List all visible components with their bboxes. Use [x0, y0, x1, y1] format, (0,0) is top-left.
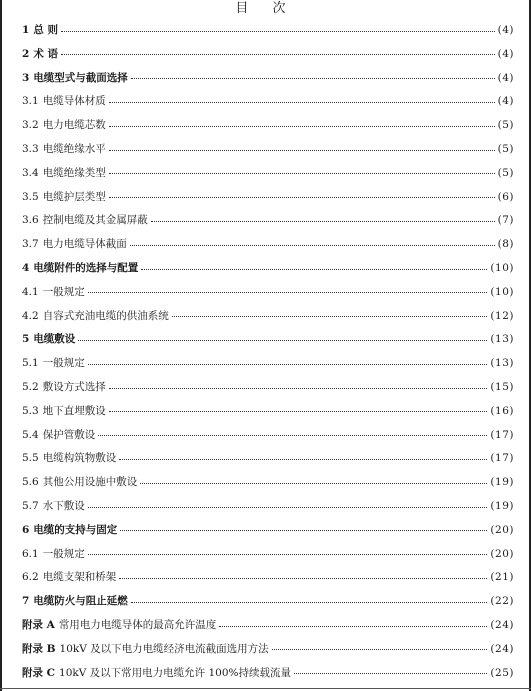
dot-leader	[151, 221, 495, 222]
toc-entry-label	[22, 117, 106, 133]
toc-entry-number: 3.2	[22, 119, 39, 132]
toc-entry-number: 3.6	[22, 214, 39, 227]
toc-entry-title: 电力电缆芯数	[42, 119, 106, 132]
dot-leader	[141, 269, 487, 270]
toc-entry-label	[22, 212, 148, 228]
page-number: 6	[502, 190, 510, 203]
dot-leader	[61, 31, 495, 32]
toc-entry-page: (24)	[490, 642, 514, 655]
left-page-edge	[0, 0, 2, 691]
toc-entry-number: 1	[22, 24, 30, 36]
toc-entry-label	[22, 427, 95, 443]
toc-entry-title: 电缆型式与截面选择	[33, 71, 128, 84]
dot-leader	[109, 150, 495, 151]
toc-entry-label	[22, 46, 58, 62]
toc-entry[interactable]	[22, 117, 514, 133]
toc-entry-label	[22, 593, 128, 609]
toc-entry[interactable]	[22, 498, 514, 514]
toc-entry-page: (10)	[490, 285, 514, 298]
page-number: 4	[502, 24, 510, 36]
toc-entry-label	[22, 260, 138, 276]
toc-entry[interactable]	[22, 212, 514, 228]
page-number: 16	[495, 404, 510, 417]
toc-entry-page: (5)	[497, 166, 514, 179]
dot-leader	[109, 197, 495, 198]
toc-entry-title: 一般规定	[42, 357, 85, 370]
toc-entry[interactable]	[22, 641, 514, 657]
dot-leader	[88, 364, 488, 365]
page-number: 17	[495, 452, 510, 465]
toc-entry-title: 总 则	[33, 24, 58, 36]
toc-entry-number: 5.2	[22, 381, 39, 393]
toc-entry-number: 3.7	[22, 238, 39, 251]
page-number: 24	[495, 642, 510, 655]
toc-entry-label	[22, 22, 58, 38]
toc-entry-label	[22, 284, 85, 300]
toc-entry-number: 附录 C	[22, 666, 56, 679]
toc-entry-number: 7	[22, 595, 30, 608]
toc-entry-page: (13)	[490, 333, 514, 346]
toc-entry-page: (6)	[497, 190, 514, 203]
toc-entry-title: 水下敷设	[42, 500, 85, 512]
toc-entry-number: 3.1	[22, 95, 39, 108]
dot-leader	[140, 483, 487, 484]
dot-leader	[131, 602, 488, 603]
toc-entry-page: (21)	[490, 571, 514, 584]
toc-entry-label	[22, 355, 85, 371]
toc-entry-page: (4)	[497, 24, 514, 36]
page-number: 8	[502, 238, 510, 251]
dot-leader	[88, 554, 488, 555]
page-number: 25	[495, 666, 510, 679]
toc-entry-number: 5.7	[22, 500, 39, 512]
toc-title: 目 次	[235, 1, 296, 16]
toc-entry-title: 电缆护层类型	[42, 190, 106, 203]
page-number: 4	[502, 47, 510, 60]
dot-leader	[130, 245, 495, 246]
toc-entry-page: (17)	[490, 428, 514, 441]
toc-entry-title: 一般规定	[42, 285, 85, 298]
dot-leader	[120, 530, 487, 531]
toc-entry-page: (4)	[497, 95, 514, 108]
toc-entry-title: 电缆防火与阻止延燃	[33, 595, 128, 608]
toc-entry-title: 一般规定	[42, 547, 85, 560]
toc-entry[interactable]	[22, 546, 514, 562]
page-number: 17	[495, 428, 510, 441]
page-number: 5	[502, 119, 510, 132]
toc-entry-label	[22, 474, 137, 490]
dot-leader	[109, 388, 488, 389]
toc-entry-number: 5.3	[22, 404, 39, 417]
dot-leader	[119, 578, 487, 579]
toc-entry[interactable]	[22, 617, 514, 633]
toc-entry-number: 3.3	[22, 143, 39, 155]
toc-entry[interactable]	[22, 522, 514, 538]
dot-leader	[88, 292, 488, 293]
toc-entry-title: 术 语	[33, 47, 58, 60]
toc-entry-number: 4.2	[22, 309, 39, 322]
toc-entry-label	[22, 522, 117, 538]
toc-entry-label	[22, 189, 106, 205]
toc-entry-label	[22, 165, 106, 181]
toc-entry-label	[22, 379, 106, 395]
toc-entry-number: 6.1	[22, 547, 39, 560]
page-number: 5	[502, 166, 510, 179]
dot-leader	[98, 435, 487, 436]
toc-entry-page: (7)	[497, 214, 514, 227]
toc-entry-page: (4)	[497, 47, 514, 60]
toc-entry-title: 电缆附件的选择与配置	[33, 262, 139, 274]
toc-entry-label	[22, 331, 75, 347]
toc-entry-page: (20)	[490, 523, 514, 536]
page-number: 4	[502, 95, 510, 108]
toc-entry-number: 附录 B	[22, 642, 56, 655]
dot-leader	[78, 340, 487, 341]
toc-entry[interactable]	[22, 189, 514, 205]
page-number: 13	[495, 333, 510, 346]
toc-entry-label	[22, 617, 216, 633]
toc-entry-title: 常用电力电缆导体的最高允许温度	[58, 619, 217, 631]
toc-entry-page: (5)	[497, 119, 514, 132]
page-number: 13	[495, 357, 510, 370]
toc-entry-title: 电力电缆导体截面	[42, 238, 127, 251]
toc-entry-title: 自容式充油电缆的供油系统	[42, 309, 169, 322]
toc-entry-page: (19)	[490, 500, 514, 512]
toc-entry-number: 4	[22, 262, 30, 274]
toc-entry[interactable]	[22, 593, 514, 609]
toc-entry-number: 3.5	[22, 190, 39, 203]
toc-entry-number: 3	[22, 71, 30, 84]
toc-entry-number: 4.1	[22, 285, 39, 298]
page-number: 24	[495, 619, 510, 631]
dot-leader	[109, 411, 488, 412]
toc-entry-title: 电缆导体材质	[42, 95, 106, 108]
toc-entry-number: 附录 A	[22, 619, 55, 631]
page-number: 19	[495, 476, 510, 489]
toc-entry-number: 6.2	[22, 571, 39, 584]
toc-entry[interactable]	[22, 403, 514, 419]
toc-entry-page: (19)	[490, 476, 514, 489]
toc-entry-title: 敷设方式选择	[42, 381, 106, 393]
toc-entry-title: 保护管敷设	[42, 428, 96, 441]
page-number: 5	[502, 143, 510, 155]
toc-entry[interactable]	[22, 236, 514, 252]
toc-entry-label	[22, 450, 116, 466]
toc-entry[interactable]	[22, 141, 514, 157]
toc-entry-page: (16)	[490, 404, 514, 417]
dot-leader	[172, 316, 488, 317]
page-number: 20	[495, 523, 510, 536]
dot-leader	[109, 102, 495, 103]
toc-entry-title: 10kV 及以下常用电力电缆允许 100%持续载流量	[59, 666, 292, 679]
toc-entry-title: 电缆构筑物敷设	[42, 452, 117, 465]
toc-entry-page: (17)	[490, 452, 514, 465]
toc-entry[interactable]	[22, 46, 514, 62]
toc-entry-label	[22, 569, 116, 585]
dot-leader	[61, 54, 495, 55]
toc-entry-label	[22, 236, 127, 252]
toc-entry-title: 电缆绝缘类型	[42, 166, 106, 179]
toc-entry[interactable]	[22, 569, 514, 585]
toc-entry-page: (8)	[497, 238, 514, 251]
toc-entry-label	[22, 141, 106, 157]
toc-entry-number: 6	[22, 523, 30, 536]
toc-entry[interactable]	[22, 93, 514, 109]
toc-entry-title: 电缆绝缘水平	[42, 143, 106, 155]
toc-entry-page: (24)	[490, 619, 514, 631]
toc-entry[interactable]	[22, 379, 514, 395]
toc-entry-number: 5	[22, 333, 30, 346]
page-number: 22	[495, 595, 510, 608]
dot-leader	[109, 173, 495, 174]
toc-entry-label	[22, 641, 269, 657]
toc-entry-page: (4)	[497, 71, 514, 84]
toc-entry-page: (22)	[490, 595, 514, 608]
toc-entry-label	[22, 308, 169, 324]
toc-entry-title: 地下直埋敷设	[42, 404, 106, 417]
page-number: 15	[495, 381, 510, 393]
toc-entry-page: (5)	[497, 143, 514, 155]
toc-entry-title: 其他公用设施中敷设	[42, 476, 138, 489]
page-number: 7	[502, 214, 510, 227]
toc-entry[interactable]	[22, 260, 514, 276]
toc-entry-title: 10kV 及以下电力电缆经济电流截面选用方法	[59, 642, 269, 655]
toc-entry-page: (20)	[490, 547, 514, 560]
toc-entry[interactable]	[22, 22, 514, 38]
dot-leader	[109, 126, 495, 127]
bottom-rule	[0, 688, 531, 689]
toc-entry-title: 电缆支架和桥架	[42, 571, 117, 584]
toc-entry[interactable]	[22, 284, 514, 300]
toc-entry-number: 5.6	[22, 476, 39, 489]
page-number: 10	[495, 285, 510, 298]
page-number: 4	[502, 71, 510, 84]
toc-entry-page: (13)	[490, 357, 514, 370]
toc-entry-label	[22, 403, 106, 419]
toc-entry[interactable]	[22, 355, 514, 371]
toc-entry-title: 电缆的支持与固定	[33, 523, 118, 536]
toc-entry-title: 电缆敷设	[33, 333, 76, 346]
toc-entry-label	[22, 70, 128, 86]
page-number: 20	[495, 547, 510, 560]
toc-entry-label	[22, 546, 85, 562]
page-number: 10	[495, 262, 510, 274]
toc-entry[interactable]	[22, 70, 514, 86]
toc-entry[interactable]	[22, 427, 514, 443]
toc-entry-label	[22, 665, 291, 681]
dot-leader	[272, 649, 488, 650]
toc-entry-label	[22, 498, 85, 514]
toc-entry-label	[22, 93, 106, 109]
toc-entry-number: 5.1	[22, 357, 39, 370]
page-number: 12	[495, 309, 510, 322]
toc-entry[interactable]	[22, 665, 514, 681]
toc-entry-page: (12)	[490, 309, 514, 322]
toc-entry-page: (15)	[490, 381, 514, 393]
dot-leader	[219, 626, 487, 627]
dot-leader	[88, 507, 488, 508]
toc-entry-number: 5.5	[22, 452, 39, 465]
toc-entry[interactable]	[22, 474, 514, 490]
page-number: 21	[495, 571, 510, 584]
page-number: 19	[495, 500, 510, 512]
toc-entry-page: (25)	[490, 666, 514, 679]
toc-entry[interactable]	[22, 450, 514, 466]
toc-entry-title: 控制电缆及其金属屏蔽	[42, 214, 148, 227]
toc-entry-number: 5.4	[22, 428, 39, 441]
toc-entry[interactable]	[22, 331, 514, 347]
dot-leader	[119, 459, 487, 460]
toc-entry[interactable]	[22, 308, 514, 324]
toc-entry[interactable]	[22, 165, 514, 181]
dot-leader	[294, 673, 487, 674]
toc-entry-page: (10)	[490, 262, 514, 274]
dot-leader	[131, 78, 495, 79]
toc-entry-number: 2	[22, 47, 30, 60]
toc-entry-number: 3.4	[22, 166, 39, 179]
